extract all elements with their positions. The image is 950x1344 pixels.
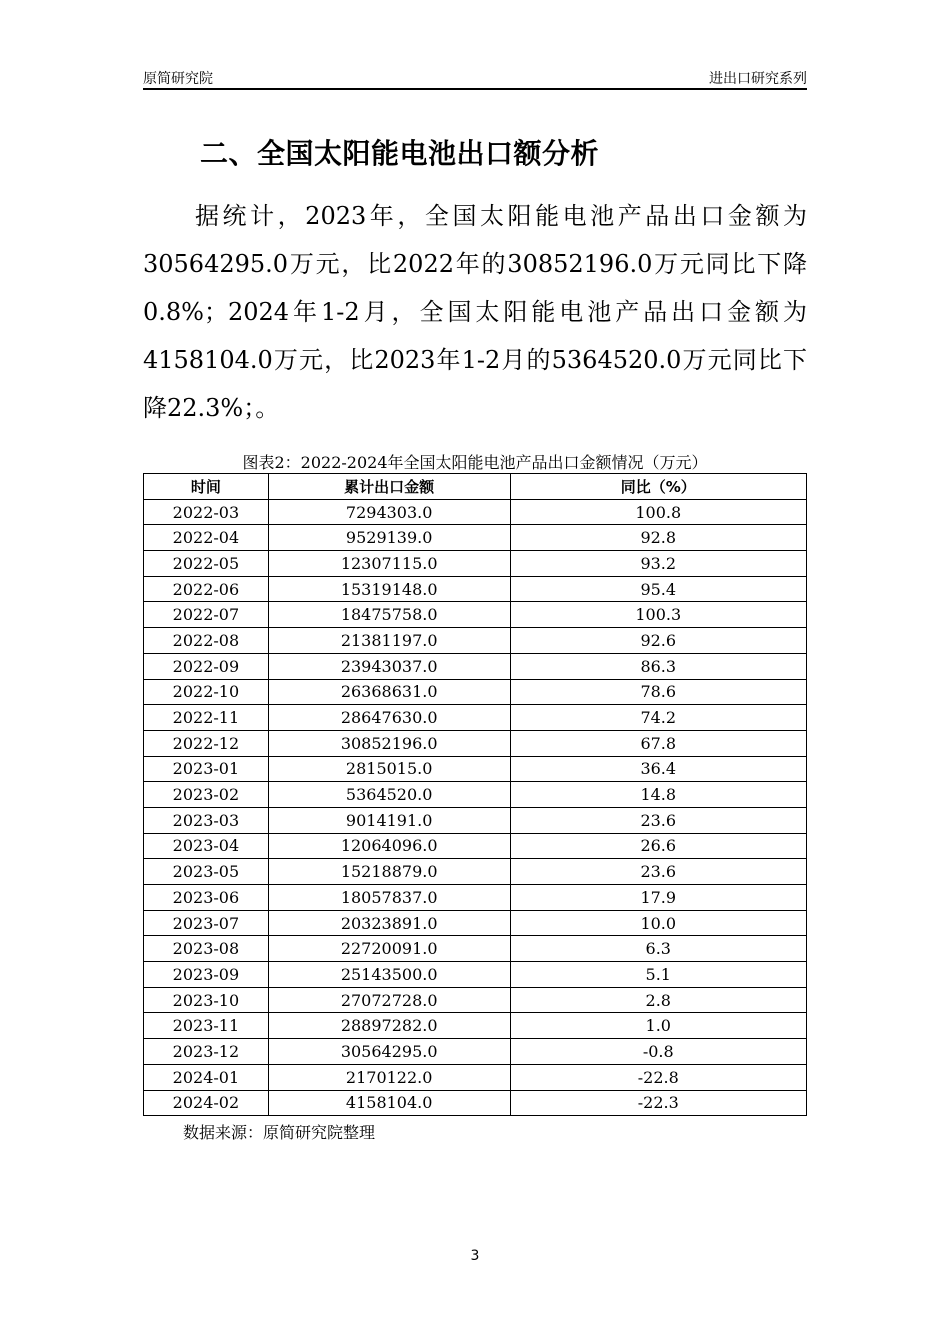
cell-time: 2022-10: [144, 679, 269, 705]
table-row: [144, 910, 807, 936]
cell-amount: 30852196.0: [268, 730, 510, 756]
table-row: [144, 833, 807, 859]
cell-time: 2023-08: [144, 936, 269, 962]
cell-yoy: 93.2: [510, 551, 806, 577]
cell-yoy: 17.9: [510, 885, 806, 911]
cell-yoy: 100.8: [510, 499, 806, 525]
table-row: [144, 1064, 807, 1090]
cell-yoy: 5.1: [510, 962, 806, 988]
cell-time: 2023-05: [144, 859, 269, 885]
header-series: 进出口研究系列: [709, 71, 807, 87]
cell-yoy: -22.8: [510, 1064, 806, 1090]
cell-time: 2023-12: [144, 1039, 269, 1065]
cell-amount: 25143500.0: [268, 962, 510, 988]
page-number: 3: [470, 1248, 480, 1264]
cell-amount: 22720091.0: [268, 936, 510, 962]
table-row: [144, 730, 807, 756]
cell-amount: 18057837.0: [268, 885, 510, 911]
cell-time: 2022-12: [144, 730, 269, 756]
page-header: [143, 66, 807, 90]
cell-amount: 9529139.0: [268, 525, 510, 551]
col-header-amount: 累计出口金额: [268, 474, 510, 500]
cell-yoy: -22.3: [510, 1090, 806, 1116]
table-row: [144, 962, 807, 988]
cell-amount: 23943037.0: [268, 653, 510, 679]
table-row: [144, 987, 807, 1013]
cell-amount: 9014191.0: [268, 807, 510, 833]
cell-amount: 2815015.0: [268, 756, 510, 782]
cell-yoy: 10.0: [510, 910, 806, 936]
table-row: [144, 576, 807, 602]
cell-yoy: 23.6: [510, 859, 806, 885]
cell-yoy: 6.3: [510, 936, 806, 962]
cell-time: 2022-09: [144, 653, 269, 679]
export-table: [143, 473, 807, 1116]
table-caption: 图表2：2022-2024年全国太阳能电池产品出口金额情况（万元）: [242, 453, 708, 472]
table-row: [144, 525, 807, 551]
cell-time: 2023-10: [144, 987, 269, 1013]
table-row: [144, 1013, 807, 1039]
cell-time: 2023-01: [144, 756, 269, 782]
cell-amount: 12064096.0: [268, 833, 510, 859]
cell-yoy: 36.4: [510, 756, 806, 782]
cell-yoy: 23.6: [510, 807, 806, 833]
table-row: [144, 756, 807, 782]
cell-amount: 20323891.0: [268, 910, 510, 936]
paragraph-text: 据统计，2023年，全国太阳能电池产品出口金额为30564295.0万元，比2022年的30852196.0万元同比下降0.8%；2024年1-2月，全国太阳能电池产品出口金额为4158104.0万元，比2023年1-2月的5364520.0万元同比下降22.3%；。: [143, 202, 807, 422]
cell-time: 2023-07: [144, 910, 269, 936]
cell-time: 2022-11: [144, 705, 269, 731]
table-row: [144, 1039, 807, 1065]
cell-amount: 18475758.0: [268, 602, 510, 628]
table-header-row: [144, 474, 807, 500]
cell-yoy: 78.6: [510, 679, 806, 705]
cell-time: 2024-02: [144, 1090, 269, 1116]
cell-amount: 27072728.0: [268, 987, 510, 1013]
table-row: [144, 859, 807, 885]
cell-time: 2022-03: [144, 499, 269, 525]
cell-amount: 15319148.0: [268, 576, 510, 602]
table-row: [144, 602, 807, 628]
table-row: [144, 679, 807, 705]
cell-yoy: 14.8: [510, 782, 806, 808]
cell-yoy: 26.6: [510, 833, 806, 859]
cell-yoy: 92.8: [510, 525, 806, 551]
cell-time: 2024-01: [144, 1064, 269, 1090]
data-source: 数据来源：原简研究院整理: [183, 1123, 376, 1142]
body-paragraph: [143, 192, 807, 432]
table-row: [144, 551, 807, 577]
cell-time: 2022-08: [144, 628, 269, 654]
col-header-time: 时间: [144, 474, 269, 500]
cell-yoy: 74.2: [510, 705, 806, 731]
table-row: [144, 936, 807, 962]
cell-time: 2023-06: [144, 885, 269, 911]
cell-yoy: 86.3: [510, 653, 806, 679]
cell-amount: 2170122.0: [268, 1064, 510, 1090]
col-header-yoy: 同比（%）: [510, 474, 806, 500]
cell-time: 2023-02: [144, 782, 269, 808]
cell-amount: 12307115.0: [268, 551, 510, 577]
table-row: [144, 499, 807, 525]
table-row: [144, 653, 807, 679]
cell-time: 2022-05: [144, 551, 269, 577]
table-body: [144, 499, 807, 1116]
cell-time: 2023-09: [144, 962, 269, 988]
cell-time: 2023-03: [144, 807, 269, 833]
header-org: 原简研究院: [143, 71, 213, 87]
cell-time: 2022-07: [144, 602, 269, 628]
table-row: [144, 628, 807, 654]
cell-yoy: 100.3: [510, 602, 806, 628]
cell-amount: 15218879.0: [268, 859, 510, 885]
cell-yoy: 92.6: [510, 628, 806, 654]
cell-amount: 28897282.0: [268, 1013, 510, 1039]
cell-amount: 7294303.0: [268, 499, 510, 525]
table-row: [144, 885, 807, 911]
cell-time: 2023-04: [144, 833, 269, 859]
table-row: [144, 705, 807, 731]
table-row: [144, 782, 807, 808]
cell-yoy: 95.4: [510, 576, 806, 602]
cell-yoy: 2.8: [510, 987, 806, 1013]
cell-amount: 30564295.0: [268, 1039, 510, 1065]
cell-amount: 5364520.0: [268, 782, 510, 808]
cell-yoy: 1.0: [510, 1013, 806, 1039]
table-row: [144, 807, 807, 833]
cell-yoy: 67.8: [510, 730, 806, 756]
cell-yoy: -0.8: [510, 1039, 806, 1065]
cell-amount: 26368631.0: [268, 679, 510, 705]
table-row: [144, 1090, 807, 1116]
section-title: 二、全国太阳能电池出口额分析: [200, 137, 600, 170]
cell-amount: 21381197.0: [268, 628, 510, 654]
cell-amount: 28647630.0: [268, 705, 510, 731]
cell-time: 2022-06: [144, 576, 269, 602]
cell-amount: 4158104.0: [268, 1090, 510, 1116]
cell-time: 2023-11: [144, 1013, 269, 1039]
cell-time: 2022-04: [144, 525, 269, 551]
